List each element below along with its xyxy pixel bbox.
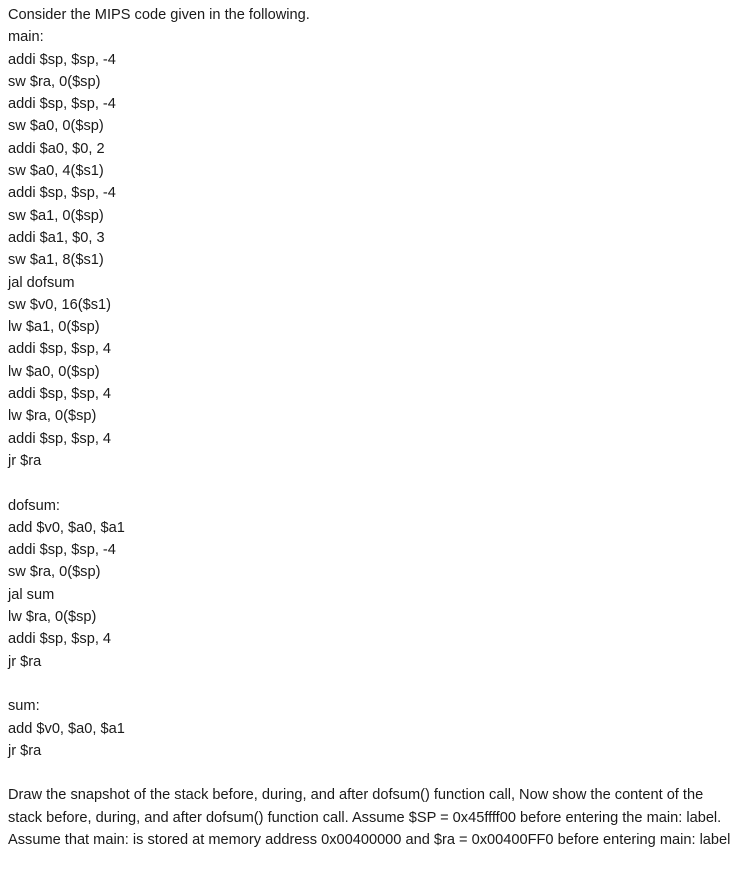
code-line: sw $a0, 0($sp)	[8, 118, 104, 135]
code-line: sw $ra, 0($sp)	[8, 564, 101, 581]
code-line: sw $a0, 4($s1)	[8, 163, 104, 180]
code-line: add $v0, $a0, $a1	[8, 519, 125, 536]
code-line: sw $a1, 0($sp)	[8, 207, 104, 224]
code-line: jal dofsum	[8, 274, 75, 291]
code-line: addi $a0, $0, 2	[8, 140, 105, 157]
code-line: jr $ra	[8, 742, 42, 759]
code-line: addi $sp, $sp, 4	[8, 386, 112, 403]
code-line: add $v0, $a0, $a1	[8, 720, 125, 737]
code-line: addi $sp, $sp, -4	[8, 185, 116, 202]
code-line: addi $sp, $sp, -4	[8, 51, 116, 68]
code-line: jr $ra	[8, 452, 42, 469]
blank-line	[8, 673, 733, 695]
dofsum-label: dofsum:	[8, 497, 60, 514]
code-line: lw $ra, 0($sp)	[8, 408, 97, 425]
code-line: addi $sp, $sp, 4	[8, 341, 112, 358]
code-line: sw $a1, 8($s1)	[8, 252, 104, 269]
main-label: main:	[8, 29, 44, 46]
code-line: jr $ra	[8, 653, 42, 670]
code-line: sw $v0, 16($s1)	[8, 296, 112, 313]
code-line: addi $sp, $sp, 4	[8, 631, 112, 648]
sum-label: sum:	[8, 698, 40, 715]
blank-line	[8, 472, 733, 494]
code-line: lw $a0, 0($sp)	[8, 363, 100, 380]
code-line: addi $a1, $0, 3	[8, 229, 105, 246]
question-paragraph: Draw the snapshot of the stack before, during, and after dofsum() function call, Now show the content of the stack before, during, and after dofsum() function call. Assume $SP = 0x45ffff00 before entering the main: label. Assume that main: is stored at memory address 0x00400000 and $ra = 0x00400FF0 before entering main: label	[8, 787, 731, 848]
code-line: lw $a1, 0($sp)	[8, 319, 100, 336]
code-line: addi $sp, $sp, -4	[8, 542, 116, 559]
code-line: sw $ra, 0($sp)	[8, 73, 101, 90]
code-line: lw $ra, 0($sp)	[8, 609, 97, 626]
intro-text: Consider the MIPS code given in the following.	[8, 7, 310, 23]
code-line: jal sum	[8, 586, 55, 603]
code-line: addi $sp, $sp, -4	[8, 96, 116, 113]
code-line: addi $sp, $sp, 4	[8, 430, 112, 447]
blank-line	[8, 762, 733, 784]
